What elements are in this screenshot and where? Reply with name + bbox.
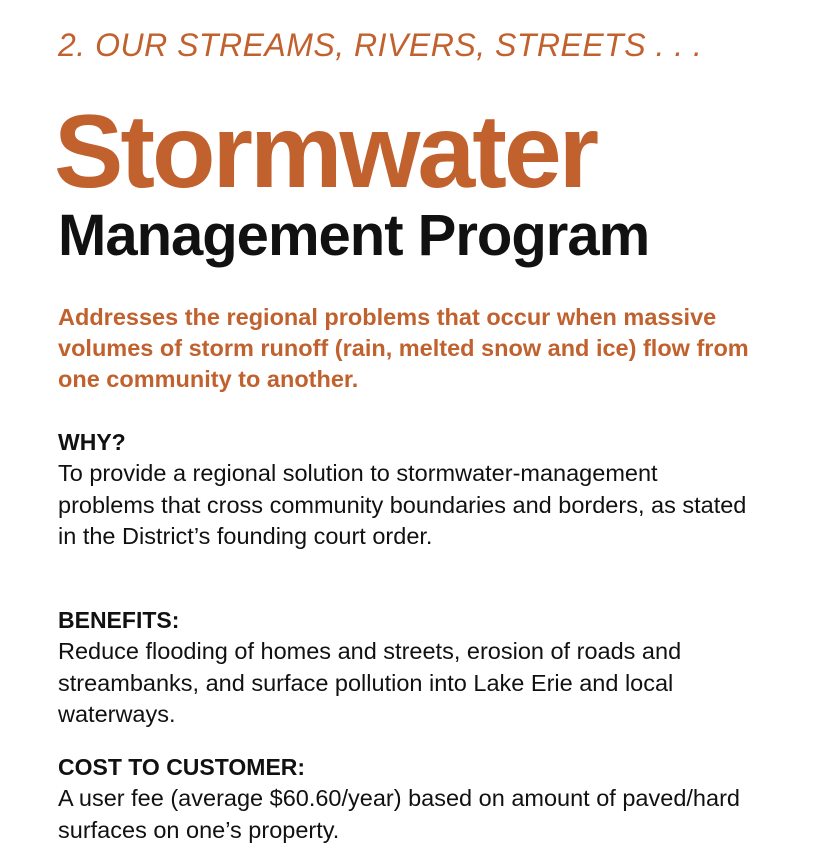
page-title: Stormwater — [54, 94, 597, 210]
section-benefits — [58, 605, 758, 731]
section-benefits-body: Reduce flooding of homes and streets, erosion of roads and streambanks, and surface pollution into Lake Erie and local waterways. — [58, 638, 682, 727]
section-kicker: 2. OUR STREAMS, RIVERS, STREETS . . . — [58, 27, 703, 63]
section-benefits-heading: BENEFITS: — [58, 607, 180, 633]
lead-paragraph: Addresses the regional problems that occur when massive volumes of storm runoff (rain, melted snow and ice) flow from one community to another. — [58, 304, 749, 392]
section-cost-body: A user fee (average $60.60/year) based on amount of paved/hard surfaces on one’s property. — [58, 785, 740, 843]
section-why — [58, 427, 758, 553]
section-cost-heading: COST TO CUSTOMER: — [58, 754, 306, 780]
section-why-heading: WHY? — [58, 429, 126, 455]
section-why-body: To provide a regional solution to stormwater-management problems that cross community boundaries and borders, as stated in the District’s founding court order. — [58, 460, 747, 549]
section-cost — [58, 752, 758, 846]
page-subtitle: Management Program — [58, 203, 650, 268]
